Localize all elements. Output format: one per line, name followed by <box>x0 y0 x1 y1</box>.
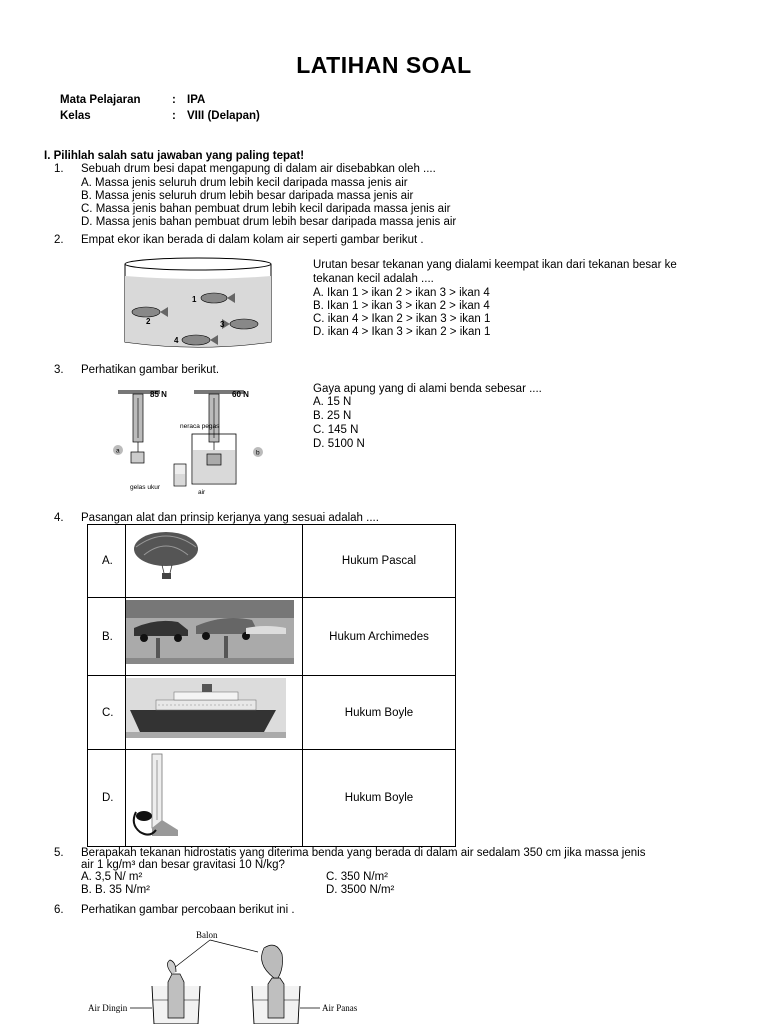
balloon-label: Balon <box>196 930 218 940</box>
law-cell: Hukum Boyle <box>303 676 456 750</box>
option-letter: C. <box>88 676 126 750</box>
law-cell: Hukum Pascal <box>303 525 456 598</box>
answer-option: D. 3500 N/m² <box>326 884 395 896</box>
blood-pressure-meter-icon <box>126 750 302 843</box>
table-row <box>88 750 456 847</box>
page-title: LATIHAN SOAL <box>296 52 472 78</box>
option-letter: D. <box>88 750 126 847</box>
cold-water-label: Air Dingin <box>88 1003 128 1013</box>
question-number: 5. <box>54 847 64 859</box>
question-2-prompt: Urutan besar tekanan yang dialami keempat ikan dari tekanan besar ke <box>313 259 677 271</box>
answer-option: A. 15 N <box>313 396 352 408</box>
subject-colon: : <box>172 94 176 106</box>
question-number: 4. <box>54 512 64 524</box>
question-5-text: Berapakah tekanan hidrostatis yang diterima benda yang berada di dalam air sedalam 350 cm jika massa jenis <box>81 847 646 859</box>
question-3-prompt: Gaya apung yang di alami benda sebesar .... <box>313 383 542 395</box>
image-cell <box>126 525 303 598</box>
reading-a: 85 N <box>150 390 167 399</box>
question-number: 2. <box>54 234 64 246</box>
car-lift-icon <box>126 598 302 672</box>
answer-option: B. Massa jenis seluruh drum lebih besar daripada massa jenis air <box>81 190 414 202</box>
question-1-text: Sebuah drum besi dapat mengapung di dalam air disebabkan oleh .... <box>81 163 436 175</box>
fish-pond-figure <box>118 254 278 354</box>
hot-air-balloon-icon <box>126 525 302 594</box>
table-row <box>88 598 456 676</box>
law-cell: Hukum Archimedes <box>303 598 456 676</box>
spring-balance-figure <box>108 384 270 496</box>
hot-water-label: Air Panas <box>322 1003 358 1013</box>
question-number: 6. <box>54 904 64 916</box>
section-heading: I. Pilihlah salah satu jawaban yang paling tepat! <box>44 150 305 162</box>
subject-label: Mata Pelajaran <box>60 94 141 106</box>
class-label: Kelas <box>60 110 91 122</box>
class-colon: : <box>172 110 176 122</box>
object-block <box>131 452 144 463</box>
answer-option: D. Massa jenis bahan pembuat drum lebih besar daripada massa jenis air <box>81 216 457 228</box>
question-6-text: Perhatikan gambar percobaan berikut ini . <box>81 904 295 916</box>
bottle-cold <box>168 974 184 1018</box>
balloon-experiment-figure <box>86 926 386 1024</box>
balloon-inflated <box>262 945 283 978</box>
answer-option: B. B. 35 N/m² <box>81 884 151 896</box>
question-4-text: Pasangan alat dan prinsip kerjanya yang sesuai adalah .... <box>81 512 379 524</box>
answer-option: C. 145 N <box>313 424 359 436</box>
answer-option: A. Ikan 1 > ikan 2 > ikan 3 > ikan 4 <box>313 287 490 299</box>
answer-option: D. 5100 N <box>313 438 365 450</box>
bottle-hot <box>268 978 284 1018</box>
subject-value: IPA <box>187 94 206 106</box>
answer-option: A. 3,5 N/ m² <box>81 871 143 883</box>
question-number: 1. <box>54 163 64 175</box>
fish-label: 3 <box>220 320 225 329</box>
class-value: VIII (Delapan) <box>187 110 260 122</box>
image-cell <box>126 676 303 750</box>
question-number: 3. <box>54 364 64 376</box>
question-2-text: Empat ekor ikan berada di dalam kolam air seperti gambar berikut . <box>81 234 424 246</box>
law-cell: Hukum Boyle <box>303 750 456 847</box>
answer-option: C. Massa jenis bahan pembuat drum lebih kecil daripada massa jenis air <box>81 203 451 215</box>
question-3-text: Perhatikan gambar berikut. <box>81 364 220 376</box>
image-cell <box>126 750 303 847</box>
spring-label: neraca pegas <box>180 423 220 430</box>
answer-option: C. 350 N/m² <box>326 871 388 883</box>
water-label: air <box>198 489 206 496</box>
answer-option: A. Massa jenis seluruh drum lebih kecil daripada massa jenis air <box>81 177 408 189</box>
option-letter: B. <box>88 598 126 676</box>
question-5-text: air 1 kg/m³ dan besar gravitasi 10 N/kg? <box>81 859 285 871</box>
table-row <box>88 525 456 598</box>
label-b: b <box>256 449 260 457</box>
answer-option: D. ikan 4 > Ikan 3 > ikan 2 > ikan 1 <box>313 326 491 338</box>
label-a: a <box>116 447 120 455</box>
image-cell <box>126 598 303 676</box>
answer-option: B. Ikan 1 > ikan 3 > ikan 2 > ikan 4 <box>313 300 490 312</box>
fish-label: 2 <box>146 317 151 326</box>
question-2-prompt: tekanan kecil adalah .... <box>313 273 434 285</box>
reading-b: 60 N <box>232 390 249 399</box>
table-row <box>88 676 456 750</box>
ship-icon <box>126 676 302 746</box>
fish-label: 4 <box>174 336 179 345</box>
answer-option: B. 25 N <box>313 410 352 422</box>
object-block <box>207 454 221 465</box>
balloon-deflated <box>167 960 176 974</box>
answer-table <box>87 524 456 847</box>
fish-label: 1 <box>192 295 197 304</box>
cylinder-label: gelas ukur <box>130 484 160 491</box>
answer-option: C. ikan 4 > Ikan 2 > ikan 3 > ikan 1 <box>313 313 491 325</box>
option-letter: A. <box>88 525 126 598</box>
